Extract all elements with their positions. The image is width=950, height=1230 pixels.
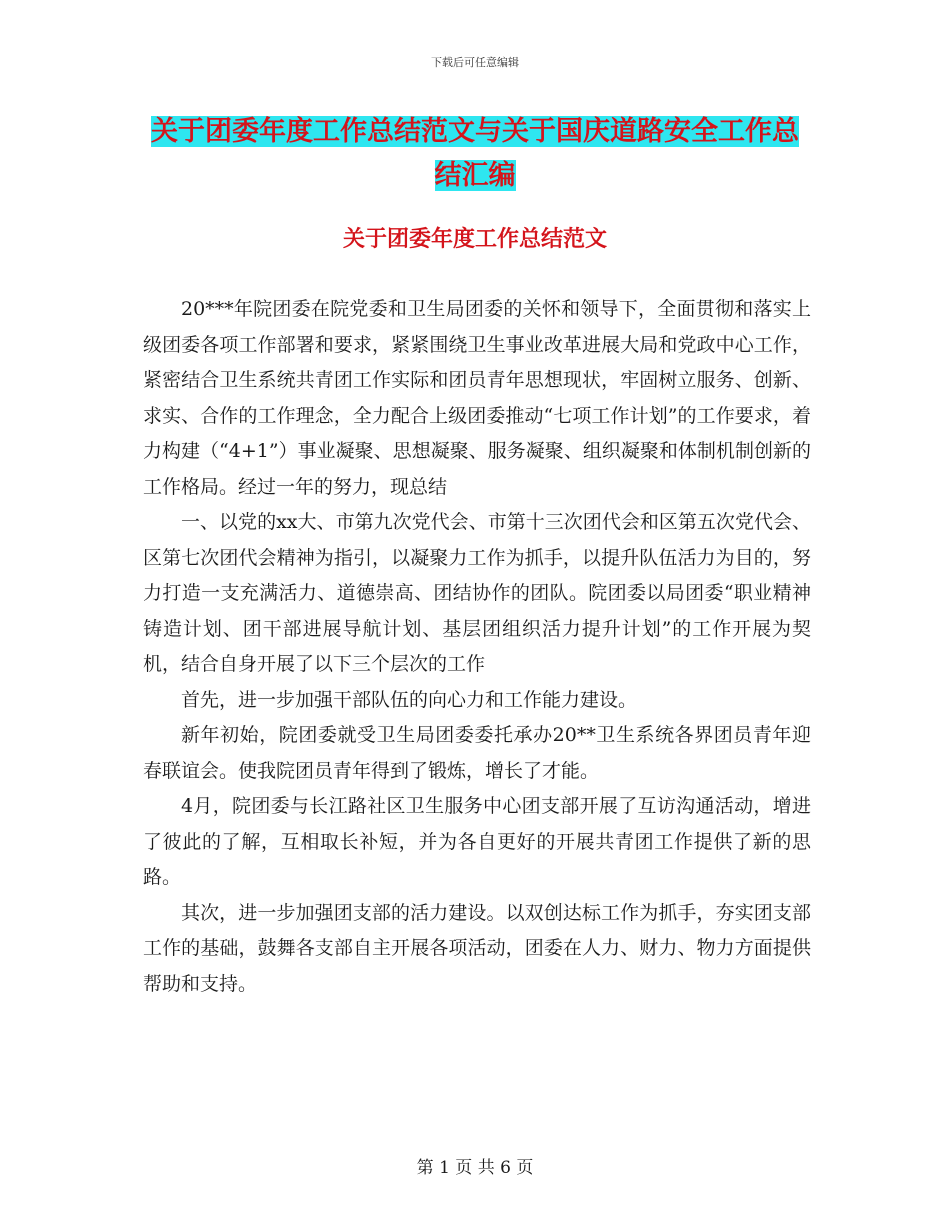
paragraph: 其次，进一步加强团支部的活力建设。以双创达标工作为抓手，夯实团支部工作的基础，鼓舞各支部自主开展各项活动，团委在人力、财力、物力方面提供帮助和支持。 <box>143 901 811 995</box>
section-title: 关于团委年度工作总结范文 <box>342 227 607 252</box>
document-title-text: 关于团委年度工作总结范文与关于国庆道路安全工作总结汇编 <box>151 116 799 191</box>
document-body <box>143 292 811 1002</box>
paragraph: 新年初始，院团委就受卫生局团委委托承办20**卫生系统各界团员青年迎春联谊会。使我院团员青年得到了锻炼，增长了才能。 <box>143 724 811 782</box>
paragraph: 一、以党的xx大、市第九次党代会、市第十三次团代会和区第五次党代会、区第七次团代会精神为指引，以凝聚力工作为抓手，以提升队伍活力为目的，努力打造一支充满活力、道德崇高、团结协作的团队。院团委以局团委“职业精神铸造计划、团干部进展导航计划、基层团组织活力提升计划”的工作开展为契机，结合自身开展了以下三个层次的工作 <box>143 511 811 675</box>
paragraph: 首先，进一步加强干部队伍的向心力和工作能力建设。 <box>181 688 638 711</box>
header-note: 下载后可任意编辑 <box>431 56 519 69</box>
paragraph: 4月，院团委与长江路社区卫生服务中心团支部开展了互访沟通活动，增进了彼此的了解，互相取长补短，并为各自更好的开展共青团工作提供了新的思路。 <box>143 795 811 888</box>
document-title <box>150 110 800 198</box>
page-number: 第 1 页 共 6 页 <box>416 1158 534 1178</box>
paragraph: 20***年院团委在院党委和卫生局团委的关怀和领导下，全面贯彻和落实上级团委各项工作部署和要求，紧紧围绕卫生事业改革进展大局和党政中心工作，紧密结合卫生系统共青团工作实际和团员青年思想现状，牢固树立服务、创新、求实、合作的工作理念，全力配合上级团委推动“七项工作计划”的工作要求，着力构建（“4+1”）事业凝聚、思想凝聚、服务凝聚、组织凝聚和体制机制创新的工作格局。经过一年的努力，现总结 <box>143 298 811 498</box>
